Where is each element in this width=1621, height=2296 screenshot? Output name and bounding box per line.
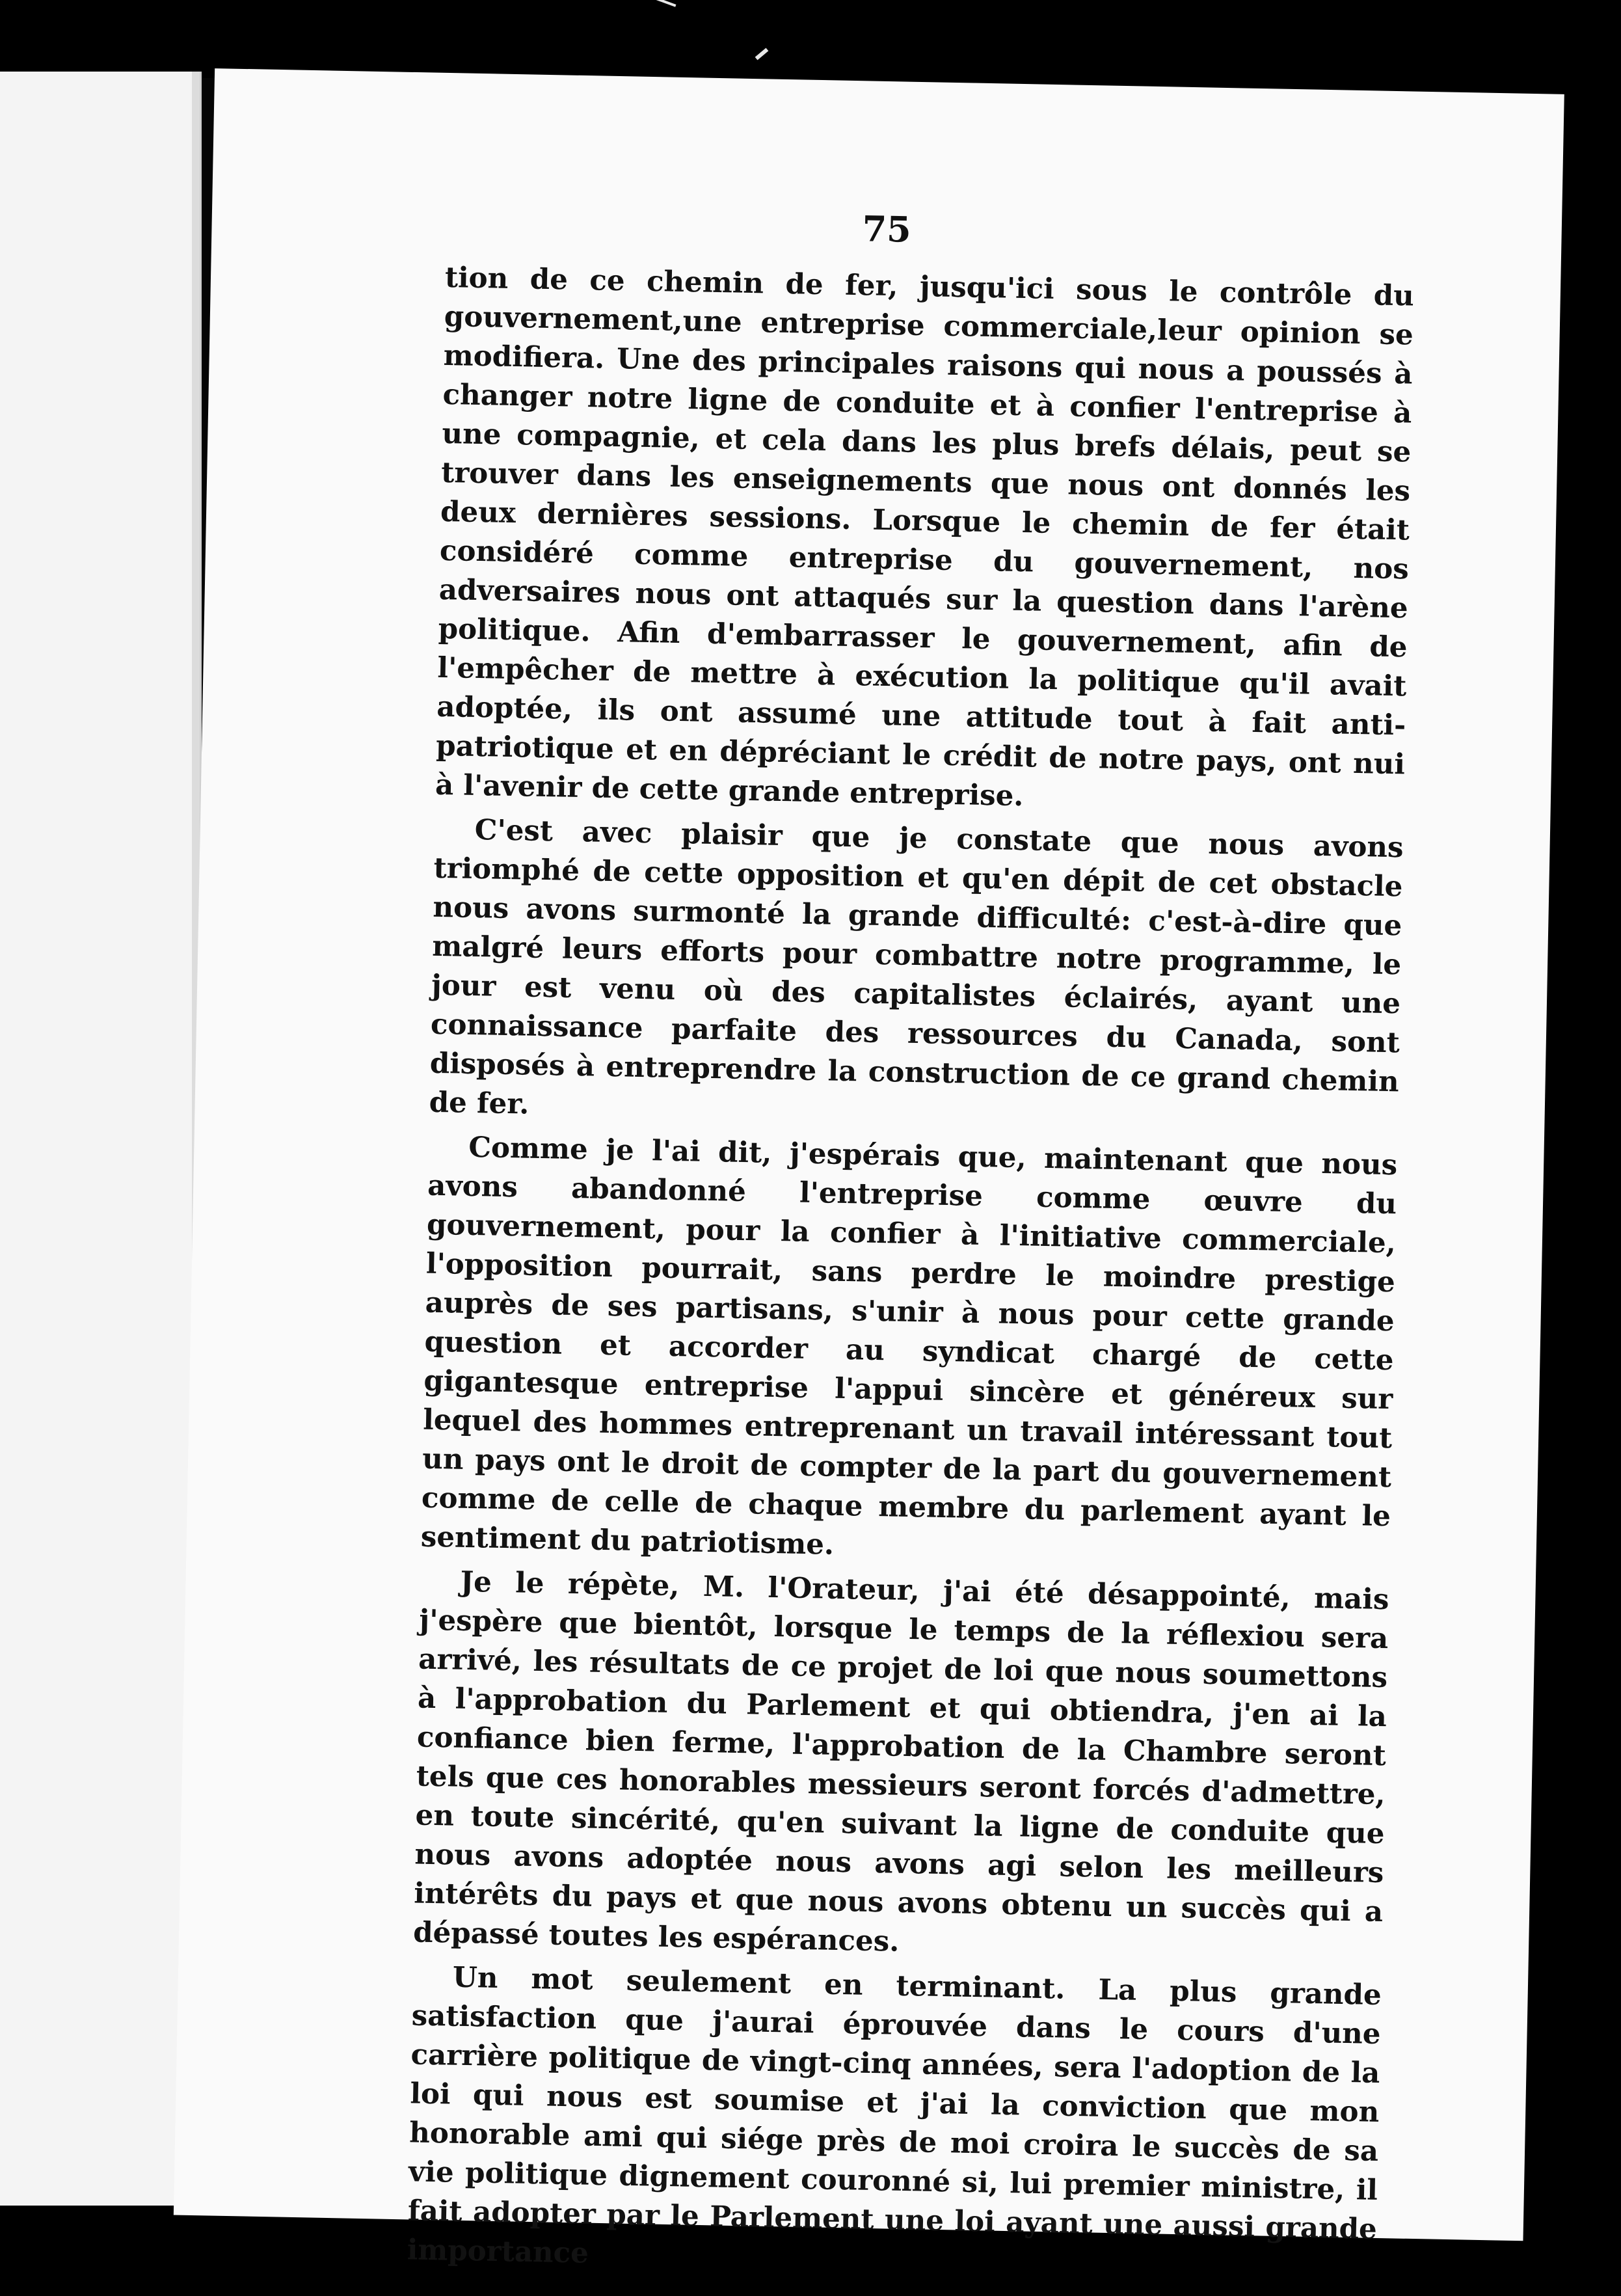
facing-page bbox=[0, 72, 202, 2206]
scan-speck bbox=[755, 48, 769, 61]
scanned-page bbox=[174, 68, 1564, 2270]
scan-speck bbox=[651, 0, 677, 7]
page-body-text bbox=[407, 258, 1414, 2293]
paragraph-2: C'est avec plaisir que je constate que nous avons triomphé de cette opposition et qu'en dépit de cet obstacle nous avons surmonté la grande difficulté: c'est-à-dire que malgré leurs efforts pour combattre notre programme, le jour est venu où des capitalistes éclairés, ayant une connaissance parfaite des ressources du Canada, sont disposés à entreprendre la construction de ce grand chemin de fer. bbox=[429, 813, 1404, 1121]
paragraph-3: Comme je l'ai dit, j'espérais que, maintenant que nous avons abandonné l'entreprise comme œuvre du gouvernement, pour la confier à l'initiative commerciale, l'opposition pourrait, sans perdre le moindre prestige auprès de ses partisans, s'unir à nous pour cette grande question et accorder au syndicat chargé de cette gigantesque entreprise l'appui sincère et généreux sur lequel des hommes entreprenant un travail intéressant tout un pays ont le droit de compter de la part du gouvernement comme de celle de chaque membre du parlement ayant le sentiment du patriotisme. bbox=[420, 1130, 1398, 1561]
paragraph-5: Un mot seulement en terminant. La plus grande satisfaction que j'aurai éprouvée dans le cours d'une carrière politique de vingt-cinq années, sera l'adoption de la loi qui nous est soumise et j'ai la conviction que mon honorable ami qui siége près de moi croira le succès de sa vie politique dignement couronné si, lui premier ministre, il fait adopter par le Parlement une loi ayant une aussi grande importance bbox=[407, 1960, 1382, 2270]
paragraph-4: Je le répète, M. l'Orateur, j'ai été désappointé, mais j'espère que bientôt, lorsque le temps de la réflexiou sera arrivé, les résultats de ce projet de loi que nous soumettons à l'approbation du Parlement et qui obtiendra, j'en ai la confiance bien ferme, l'approbation de la Chambre seront tels que ces honorables messieurs seront forcés d'admettre, en toute sincérité, qu'en suivant la ligne de conduite que nous avons adoptée nous avons agi selon les meilleurs intérêts du pays et que nous avons obtenu un succès qui a dépassé toutes les espérances. bbox=[412, 1565, 1389, 1958]
paragraph-1: tion de ce chemin de fer, jusqu'ici sous le contrôle du gouvernement,une entreprise commerciale,leur opinion se modifiera. Une des principales raisons qui nous a poussés à changer notre ligne de conduite et à confier l'entreprise à une compagnie, et cela dans les plus brefs délais, peut se trouver dans les enseignements que nous ont donnés les deux dernières sessions. Lorsque le chemin de fer était considéré comme entreprise du gouvernement, nos adversaires nous ont attaqués sur la question dans l'arène politique. Afin d'embarrasser le gouvernement, afin de l'empêcher de mettre à exécution la politique qu'il avait adoptée, ils ont assumé une attitude tout à fait anti-patriotique et en dépréciant le crédit de notre pays, ont nui à l'avenir de cette grande entreprise. bbox=[435, 260, 1415, 813]
page-number: 75 bbox=[861, 208, 912, 250]
